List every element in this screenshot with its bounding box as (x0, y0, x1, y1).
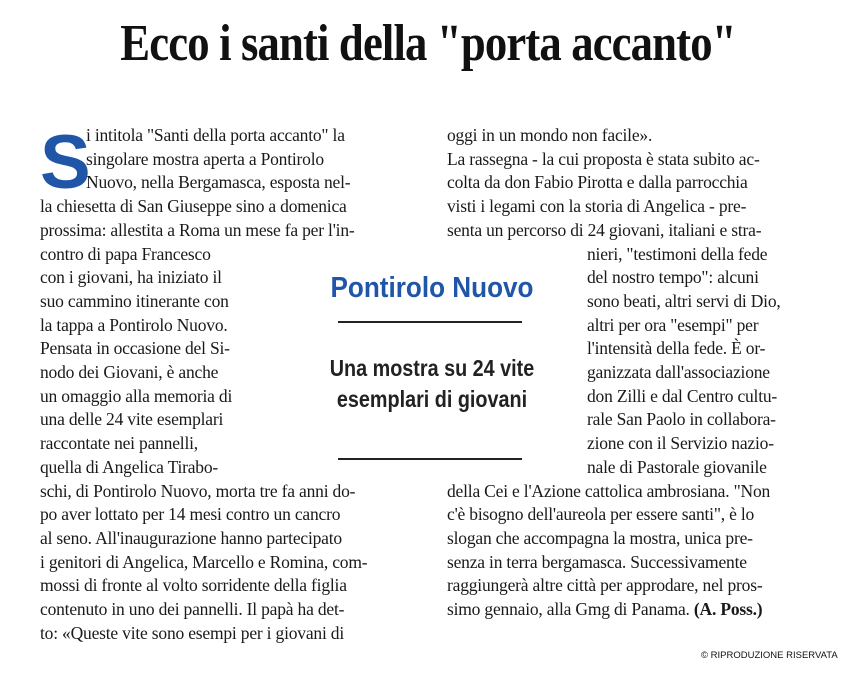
text-line: suo cammino itinerante con (40, 290, 229, 311)
text-line: nodo dei Giovani, è anche (40, 362, 219, 383)
text-line: don Zilli e dal Centro cultu- (587, 385, 778, 406)
pull-quote-subtitle (317, 353, 547, 415)
text-line: Nuovo, nella Bergamasca, esposta nel- (86, 172, 351, 193)
pull-quote-box (298, 258, 566, 470)
text-line: c'è bisogno dell'aureola per essere santi", è lo (447, 504, 755, 525)
text-line-with-signature (447, 598, 819, 622)
text-line: oggi in un mondo non facile». (447, 125, 653, 145)
text-line: nieri, "testimoni della fede (587, 243, 768, 264)
text-line: to: «Queste vite sono esempi per i giovani di (40, 622, 345, 643)
text-line: colta da don Fabio Pirotta e dalla parrocchia (447, 172, 748, 193)
text-line: con i giovani, ha iniziato il (40, 267, 222, 288)
text-line: prossima: allestita a Roma un mese fa per l'in- (40, 219, 355, 240)
text-line: La rassegna - la cui proposta è stata subito ac- (447, 148, 760, 169)
drop-cap: S (40, 120, 91, 205)
subtitle-line: esemplari di giovani (336, 386, 528, 412)
text-line: la tappa a Pontirolo Nuovo. (40, 314, 228, 335)
text-line: del nostro tempo": alcuni (587, 267, 759, 288)
text-line: un omaggio alla memoria di (40, 385, 233, 406)
text-line: la chiesetta di San Giuseppe sino a domenica (40, 196, 347, 217)
text-line: senza in terra bergamasca. Successivamente (447, 551, 747, 572)
text-line: al seno. All'inaugurazione hanno partecipato (40, 527, 342, 548)
text-line: l'intensità della fede. È or- (587, 338, 766, 359)
text-line: slogan che accompagna la mostra, unica pre- (447, 527, 753, 548)
text-line: i genitori di Angelica, Marcello e Romina, com- (40, 551, 368, 572)
text-line: i intitola "Santi della porta accanto" la (86, 125, 345, 145)
divider-rule (338, 458, 522, 460)
text-line: simo gennaio, alla Gmg di Panama. (447, 599, 690, 620)
text-line: senta un percorso di 24 giovani, italiani e stra- (447, 219, 762, 240)
text-line: sono beati, altri servi di Dio, (587, 290, 781, 311)
text-line: rale San Paolo in collabora- (587, 409, 776, 430)
subtitle-line: Una mostra su 24 vite (329, 355, 535, 381)
text-line: po aver lottato per 14 mesi contro un cancro (40, 504, 341, 525)
text-line: Pensata in occasione del Si- (40, 338, 230, 359)
copyright-notice: © RIPRODUZIONE RISERVATA (701, 650, 838, 661)
text-line: visti i legami con la storia di Angelica - pre- (447, 196, 747, 217)
text-line: schi, di Pontirolo Nuovo, morta tre fa anni do- (40, 480, 356, 501)
text-line: altri per ora "esempi" per (587, 314, 759, 335)
text-line: una delle 24 vite esemplari (40, 409, 224, 430)
article-headline: Ecco i santi della "porta accanto" (120, 15, 736, 72)
text-line: contro di papa Francesco (40, 243, 211, 264)
text-line: contenuto in uno dei pannelli. Il papà ha det- (40, 599, 345, 620)
text-line: quella di Angelica Tirabo- (40, 456, 219, 477)
text-line: ganizzata dall'associazione (587, 362, 770, 383)
text-line: della Cei e l'Azione cattolica ambrosiana. "Non (447, 480, 771, 501)
text-line: raccontate nei pannelli, (40, 433, 198, 454)
text-line: zione con il Servizio nazio- (587, 433, 774, 454)
author-signature: (A. Poss.) (693, 599, 763, 620)
text-line: singolare mostra aperta a Pontirolo (86, 148, 324, 169)
text-line: nale di Pastorale giovanile (587, 456, 767, 477)
location-label: Pontirolo Nuovo (330, 272, 534, 304)
divider-rule (338, 321, 522, 323)
text-line: raggiungerà altre città per approdare, nel pros- (447, 575, 763, 596)
text-line: mossi di fronte al volto sorridente della figlia (40, 575, 347, 596)
